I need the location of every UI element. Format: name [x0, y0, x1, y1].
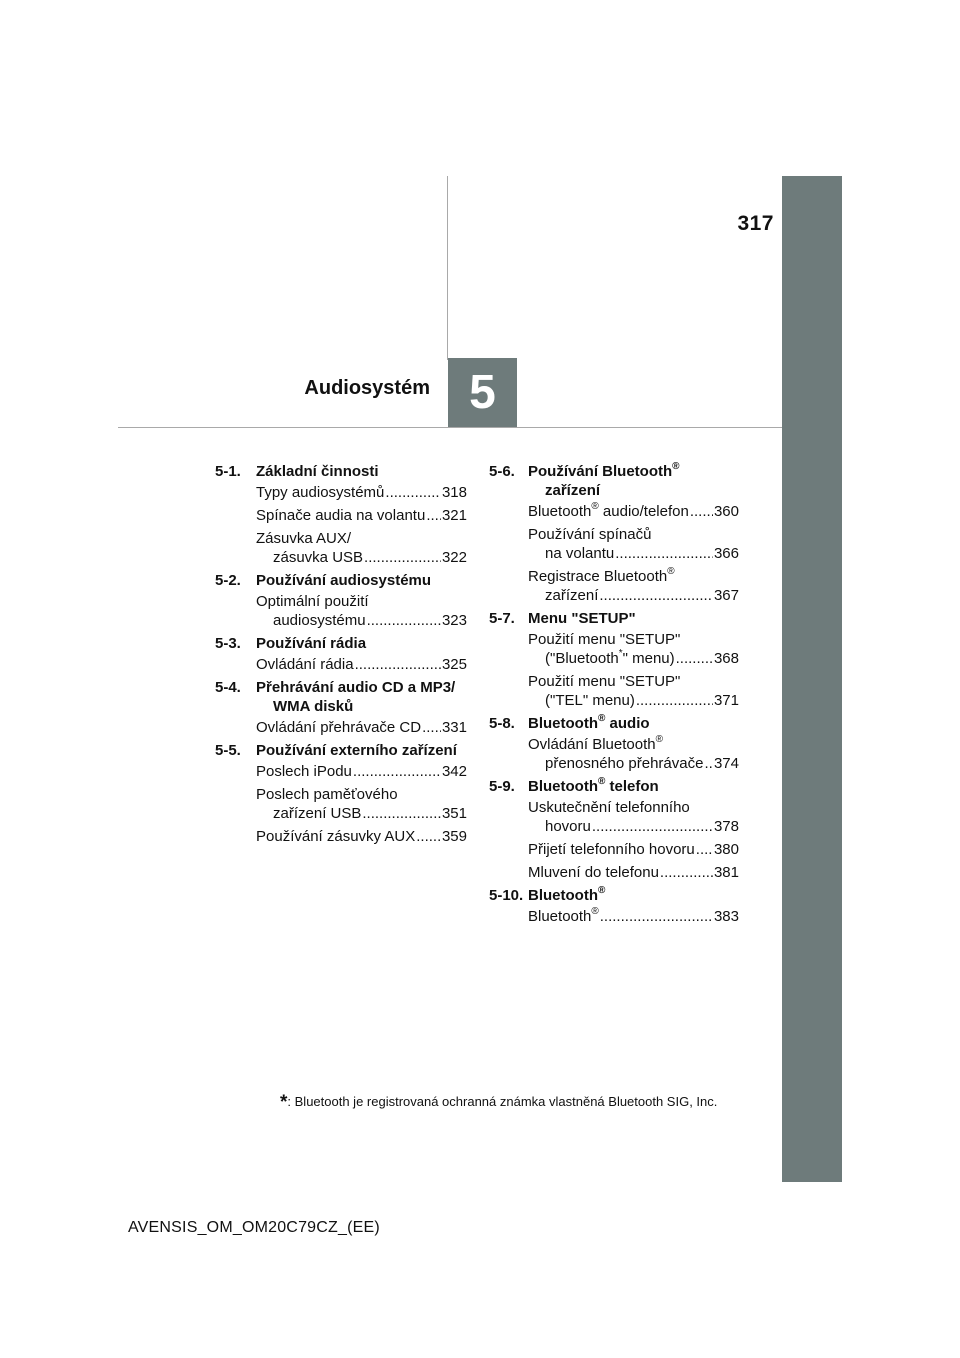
- dot-leader: [696, 840, 713, 859]
- dot-leader: [615, 544, 713, 563]
- toc-section-title: zařízení: [545, 482, 601, 499]
- toc-entry-text: Ovládání přehrávače CD: [256, 719, 422, 736]
- toc-entry-text: Poslech iPodu: [256, 763, 352, 780]
- toc-entry-text: hovoru: [545, 818, 591, 835]
- toc-section-title: WMA disků: [273, 698, 354, 715]
- toc-entry[interactable]: [215, 592, 467, 630]
- toc-page-number: 360: [713, 503, 739, 520]
- toc-section-heading[interactable]: [215, 634, 467, 653]
- toc-left-column: [215, 458, 467, 850]
- toc-entry-text: Použití menu "SETUP": [528, 631, 681, 648]
- toc-entry-text: Bluetooth®: [528, 906, 599, 925]
- page-number: 317: [737, 212, 774, 235]
- chapter-number-box: 5: [448, 358, 517, 427]
- toc-entry[interactable]: [215, 483, 467, 502]
- toc-page-number: 351: [441, 805, 467, 822]
- toc-page-number: 342: [441, 763, 467, 780]
- toc-section-title: Používání externího zařízení: [256, 742, 457, 759]
- toc-section-number: 5-10.: [489, 887, 524, 904]
- toc-section-heading[interactable]: [215, 462, 467, 481]
- toc-entry[interactable]: [215, 655, 467, 674]
- chapter-title: Audiosystém: [304, 377, 430, 399]
- toc-page-number: 325: [441, 656, 467, 673]
- toc-section-number: 5-5.: [215, 742, 241, 759]
- toc-entry[interactable]: [489, 672, 739, 710]
- toc-section-heading[interactable]: [215, 571, 467, 590]
- toc-section-heading[interactable]: [489, 777, 739, 796]
- document-code: AVENSIS_OM_OM20C79CZ_(EE): [128, 1219, 380, 1236]
- toc-entry-text: Používání spínačů: [528, 526, 652, 543]
- dot-leader: [704, 754, 713, 773]
- toc-entry-text: přenosného přehrávače: [545, 755, 704, 772]
- toc-section-number: 5-2.: [215, 572, 241, 589]
- dot-leader: [385, 483, 441, 502]
- toc-page-number: 367: [713, 587, 739, 604]
- toc-section-number: 5-1.: [215, 463, 241, 480]
- toc-entry[interactable]: [215, 827, 467, 846]
- dot-leader: [353, 762, 441, 781]
- toc-entry[interactable]: [215, 529, 467, 567]
- toc-page-number: 368: [713, 650, 739, 667]
- toc-page-number: 331: [441, 719, 467, 736]
- toc-section-heading[interactable]: [489, 609, 739, 628]
- dot-leader: [592, 817, 713, 836]
- toc-entry-text: Typy audiosystémů: [256, 484, 385, 501]
- toc-page-number: 380: [713, 841, 739, 858]
- toc-entry-text: zařízení: [545, 587, 599, 604]
- toc-entry-text: zásuvka USB: [273, 549, 364, 566]
- toc-section-title: Používání audiosystému: [256, 572, 432, 589]
- toc-page-number: 318: [441, 484, 467, 501]
- toc-entry-text: Bluetooth® audio/telefon: [528, 501, 689, 520]
- toc-section-heading[interactable]: [215, 741, 467, 760]
- toc-section-title: Bluetooth® audio: [528, 713, 650, 732]
- toc-entry-text: zařízení USB: [273, 805, 362, 822]
- toc-page-number: 374: [713, 755, 739, 772]
- toc-section-heading[interactable]: [489, 462, 739, 500]
- footnote: [280, 1094, 750, 1111]
- footnote-text: : Bluetooth je registrovaná ochranná známka vlastněná Bluetooth SIG, Inc.: [287, 1094, 718, 1109]
- dot-leader: [422, 718, 441, 737]
- toc-entry-text: Registrace Bluetooth®: [528, 566, 675, 585]
- vertical-divider: [447, 176, 448, 360]
- toc-page-number: 322: [441, 549, 467, 566]
- dot-leader: [660, 863, 713, 882]
- toc-page-number: 359: [441, 828, 467, 845]
- dot-leader: [364, 548, 441, 567]
- toc-entry-text: Zásuvka AUX/: [256, 530, 352, 547]
- toc-page-number: 321: [441, 507, 467, 524]
- dot-leader: [416, 827, 441, 846]
- toc-page-number: 366: [713, 545, 739, 562]
- toc-entry[interactable]: [489, 798, 739, 836]
- toc-section-number: 5-7.: [489, 610, 515, 627]
- toc-page-number: 383: [713, 908, 739, 925]
- toc-section-title: Základní činnosti: [256, 463, 379, 480]
- toc-entry-text: Používání zásuvky AUX: [256, 828, 416, 845]
- toc-entry-text: na volantu: [545, 545, 615, 562]
- toc-entry-text: ("TEL" menu): [545, 692, 635, 709]
- toc-page-number: 371: [713, 692, 739, 709]
- toc-section-heading[interactable]: [489, 886, 739, 905]
- dot-leader: [362, 804, 441, 823]
- toc-entry[interactable]: [489, 907, 739, 926]
- toc-entry-text: Přijetí telefonního hovoru: [528, 841, 695, 858]
- toc-page-number: 378: [713, 818, 739, 835]
- header-rule: [118, 427, 782, 428]
- toc-section-title: Menu "SETUP": [528, 610, 636, 627]
- toc-entry[interactable]: [489, 840, 739, 859]
- toc-section-heading[interactable]: [215, 678, 467, 716]
- toc-entry[interactable]: [215, 785, 467, 823]
- toc-section-number: 5-8.: [489, 715, 515, 732]
- toc-section-title: Používání Bluetooth®: [528, 461, 680, 480]
- toc-section-number: 5-9.: [489, 778, 515, 795]
- toc-entry-text: Optimální použití: [256, 593, 369, 610]
- chapter-side-tab: [782, 176, 842, 1182]
- toc-section-title: Přehrávání audio CD a MP3/: [256, 679, 456, 696]
- toc-section-heading[interactable]: [489, 714, 739, 733]
- toc-entry[interactable]: [215, 506, 467, 525]
- toc-entry[interactable]: [489, 567, 739, 605]
- toc-entry[interactable]: [489, 863, 739, 882]
- toc-entry[interactable]: [215, 718, 467, 737]
- dot-leader: [367, 611, 441, 630]
- toc-right-column: [489, 458, 739, 930]
- footnote-marker: *: [280, 1092, 288, 1113]
- toc-section-number: 5-3.: [215, 635, 241, 652]
- toc-entry[interactable]: [489, 630, 739, 668]
- dot-leader: [426, 506, 441, 525]
- toc-entry-text: Spínače audia na volantu: [256, 507, 426, 524]
- toc-entry[interactable]: [489, 525, 739, 563]
- dot-leader: [355, 655, 441, 674]
- toc-page-number: 323: [441, 612, 467, 629]
- toc-entry-text: audiosystému: [273, 612, 366, 629]
- toc-entry-text: Uskutečnění telefonního: [528, 799, 690, 816]
- dot-leader: [599, 586, 713, 605]
- toc-section-number: 5-4.: [215, 679, 241, 696]
- toc-entry[interactable]: [489, 502, 739, 521]
- toc-section-title: Bluetooth®: [528, 885, 606, 904]
- toc-entry-text: Použití menu "SETUP": [528, 673, 681, 690]
- dot-leader: [690, 502, 713, 521]
- toc-page-number: 381: [713, 864, 739, 881]
- dot-leader: [676, 649, 713, 668]
- toc-entry-text: Mluvení do telefonu: [528, 864, 659, 881]
- toc-entry-text: ("Bluetooth*" menu): [545, 648, 675, 667]
- toc-section-title: Bluetooth® telefon: [528, 776, 659, 795]
- toc-entry-text: Ovládání Bluetooth®: [528, 734, 663, 753]
- toc-entry-text: Poslech paměťového: [256, 786, 398, 803]
- toc-section-title: Používání rádia: [256, 635, 367, 652]
- toc-section-number: 5-6.: [489, 463, 515, 480]
- toc-entry-text: Ovládání rádia: [256, 656, 354, 673]
- toc-entry[interactable]: [489, 735, 739, 773]
- dot-leader: [600, 907, 713, 926]
- dot-leader: [636, 691, 713, 710]
- toc-entry[interactable]: [215, 762, 467, 781]
